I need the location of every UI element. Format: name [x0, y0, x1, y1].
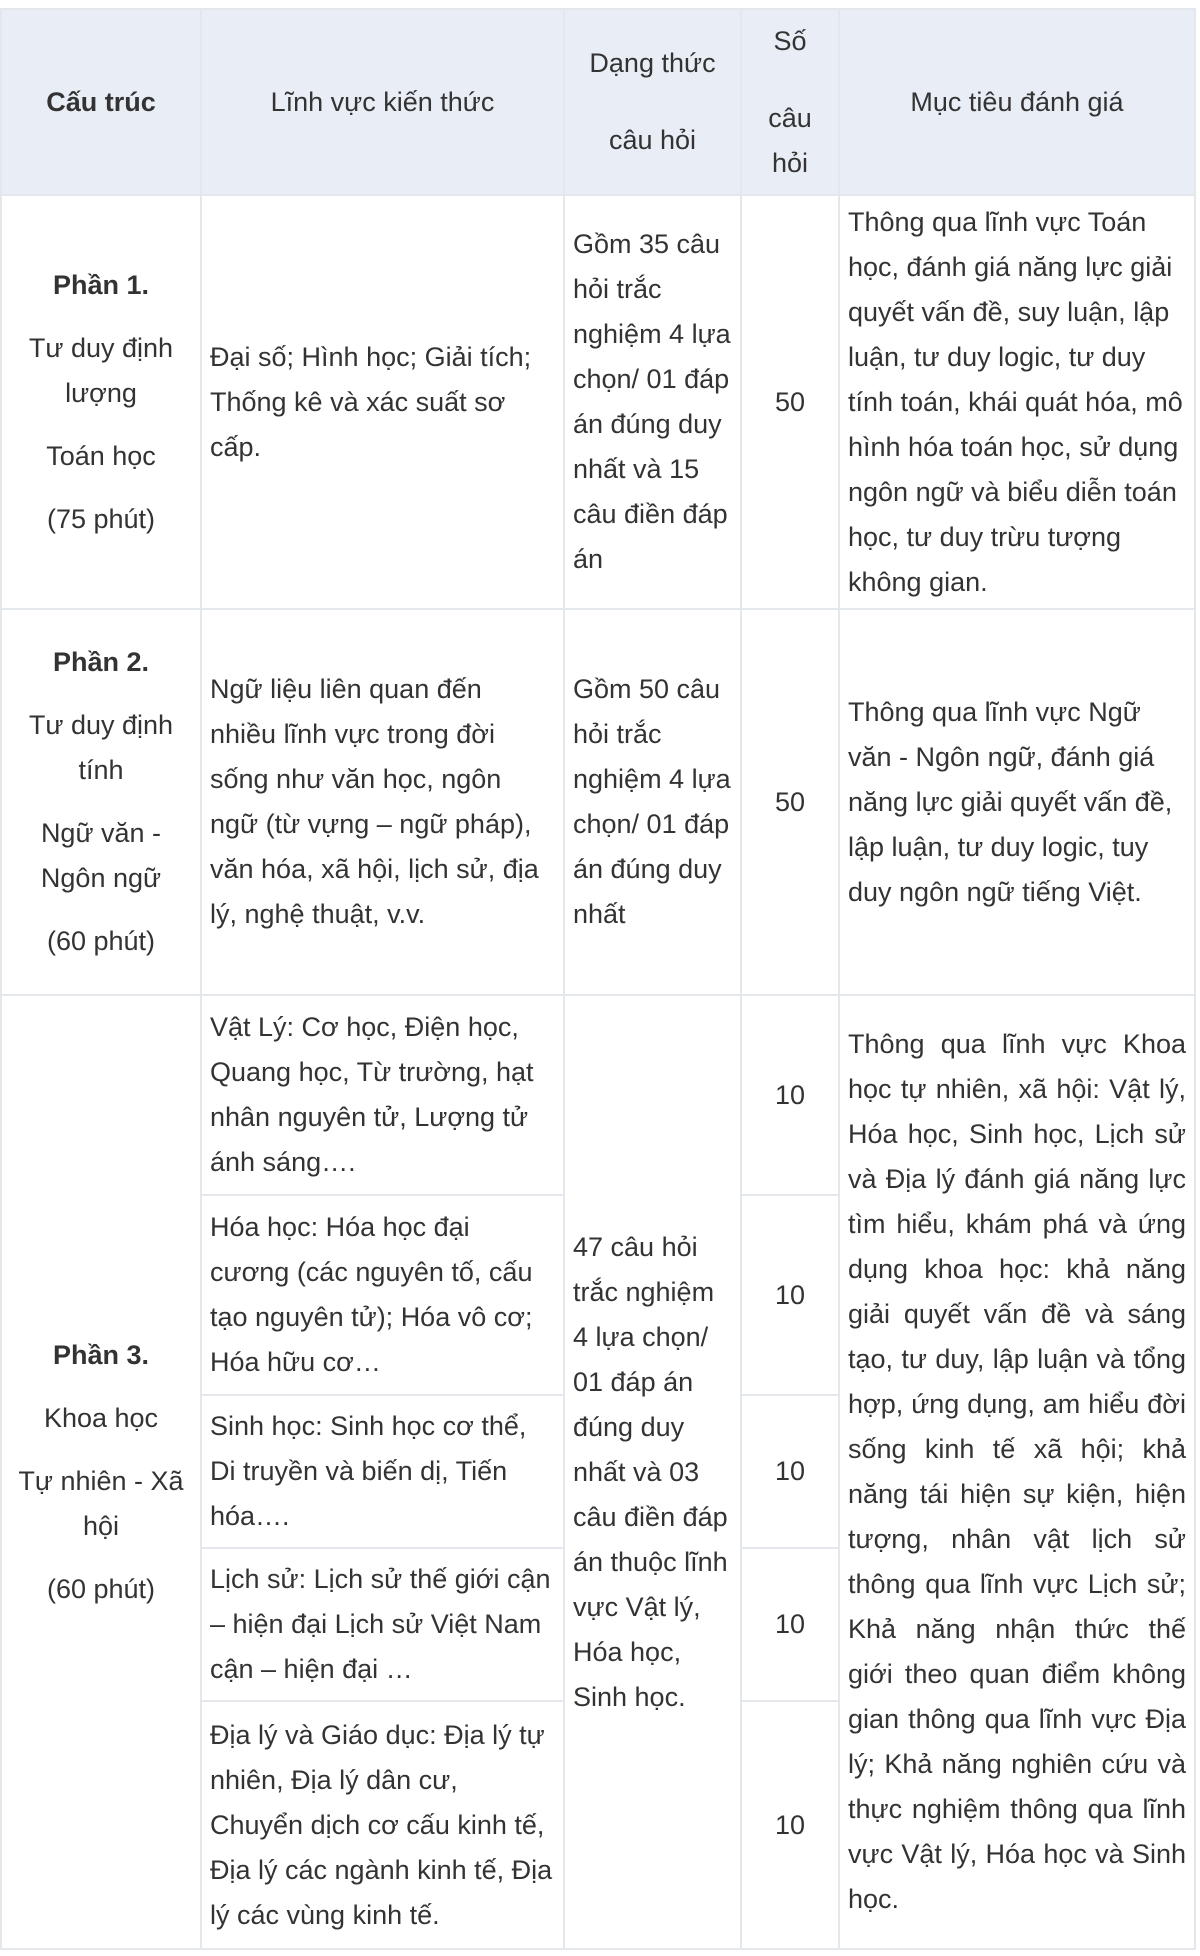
part2-line2: tính — [78, 755, 124, 785]
part2-structure-cell — [1, 609, 201, 995]
part1-field-cell: Đại số; Hình học; Giải tích; Thống kê và xác suất sơ cấp. — [201, 195, 564, 609]
part2-line1: Tư duy định — [28, 710, 174, 740]
part2-line4: Ngôn ngữ — [40, 863, 162, 893]
part3-title: Phần 3. — [52, 1339, 150, 1370]
table-row-part3-physics — [1, 995, 1195, 1195]
part2-title: Phần 2. — [52, 647, 150, 677]
header-format-line2: câu hỏi — [608, 125, 697, 155]
header-field: Lĩnh vực kiến thức — [201, 9, 564, 195]
part3-format-cell: 47 câu hỏi trắc nghiệm 4 lựa chọn/ 01 đáp án đúng duy nhất và 03 câu điền đáp án thuộc lĩnh vực Vật lý, Hóa học, Sinh học. — [564, 995, 741, 1949]
part3-physics-count-cell: 10 — [741, 995, 839, 1195]
part3-history-count-cell: 10 — [741, 1548, 839, 1701]
part1-count-cell: 50 — [741, 195, 839, 609]
part1-goal-cell: Thông qua lĩnh vực Toán học, đánh giá năng lực giải quyết vấn đề, suy luận, lập luận, tư duy logic, tư duy tính toán, khái quát hóa, mô hình hóa toán học, sử dụng ngôn ngữ và biểu diễn toán học, tư duy trừu tượng không gian. — [839, 195, 1195, 609]
part3-line1: Khoa học — [43, 1402, 159, 1433]
table-row-part1 — [1, 195, 1195, 609]
part3-biology-count-cell: 10 — [741, 1395, 839, 1548]
part3-chemistry-count-cell: 10 — [741, 1195, 839, 1395]
part2-field-cell: Ngữ liệu liên quan đến nhiều lĩnh vực trong đời sống như văn học, ngôn ngữ (từ vựng – ngữ pháp), văn hóa, xã hội, lịch sử, địa lý, nghệ thuật, v.v. — [201, 609, 564, 995]
part1-line2: lượng — [65, 377, 137, 408]
part2-line5: (60 phút) — [46, 926, 156, 956]
exam-structure-table-wrapper — [0, 8, 1194, 1948]
part3-history-field-cell: Lịch sử: Lịch sử thế giới cận – hiện đại Lịch sử Việt Nam cận – hiện đại … — [201, 1548, 564, 1701]
part1-title: Phần 1. — [52, 269, 150, 300]
part1-format-cell: Gồm 35 câu hỏi trắc nghiệm 4 lựa chọn/ 01 đáp án đúng duy nhất và 15 câu điền đáp án — [564, 195, 741, 609]
part2-count-cell: 50 — [741, 609, 839, 995]
part3-line2: Tự nhiên - Xã — [18, 1465, 184, 1496]
part3-physics-field-cell: Vật Lý: Cơ học, Điện học, Quang học, Từ trường, hạt nhân nguyên tử, Lượng tử ánh sáng…. — [201, 995, 564, 1195]
part1-line3: Toán học — [46, 440, 156, 471]
part1-line4: (75 phút) — [46, 503, 156, 534]
header-count-line2: câu — [768, 102, 812, 133]
part3-geography-count-cell: 10 — [741, 1701, 839, 1949]
header-structure: Cấu trúc — [1, 9, 201, 195]
exam-structure-table — [0, 8, 1196, 1950]
header-count-line1: Số — [773, 25, 807, 56]
part3-structure-cell — [1, 995, 201, 1949]
part2-line3: Ngữ văn - — [40, 818, 162, 848]
header-goal: Mục tiêu đánh giá — [839, 9, 1195, 195]
header-format — [564, 9, 741, 195]
part3-line3: hội — [82, 1510, 120, 1541]
part3-line4: (60 phút) — [46, 1573, 156, 1604]
part2-format-cell: Gồm 50 câu hỏi trắc nghiệm 4 lựa chọn/ 01 đáp án đúng duy nhất — [564, 609, 741, 995]
table-header-row — [1, 9, 1195, 195]
part1-structure-cell — [1, 195, 201, 609]
part3-goal-cell: Thông qua lĩnh vực Khoa học tự nhiên, xã hội: Vật lý, Hóa học, Sinh học, Lịch sử và Địa lý đánh giá năng lực tìm hiểu, khám phá và ứng dụng khoa học: khả năng giải quyết vấn đề và sáng tạo, tư duy, lập luận và tổng hợp, ứng dụng, am hiểu đời sống kinh tế xã hội; khả năng tái hiện sự kiện, hiện tượng, nhân vật lịch sử thông qua lĩnh vực Lịch sử; Khả năng nhận thức thế giới theo quan điểm không gian thông qua lĩnh vực Địa lý; Khả năng nghiên cứu và thực nghiệm thông qua lĩnh vực Vật lý, Hóa học và Sinh học. — [839, 995, 1195, 1949]
header-count-line3: hỏi — [771, 147, 809, 178]
part1-line1: Tư duy định — [28, 332, 174, 363]
part2-goal-cell: Thông qua lĩnh vực Ngữ văn - Ngôn ngữ, đánh giá năng lực giải quyết vấn đề, lập luận, tư duy logic, tuy duy ngôn ngữ tiếng Việt. — [839, 609, 1195, 995]
part3-geography-field-cell: Địa lý và Giáo dục: Địa lý tự nhiên, Địa lý dân cư, Chuyển dịch cơ cấu kinh tế, Địa lý các ngành kinh tế, Địa lý các vùng kinh tế. — [201, 1701, 564, 1949]
table-row-part2 — [1, 609, 1195, 995]
part3-chemistry-field-cell: Hóa học: Hóa học đại cương (các nguyên tố, cấu tạo nguyên tử); Hóa vô cơ; Hóa hữu cơ… — [201, 1195, 564, 1395]
header-count — [741, 9, 839, 195]
part3-biology-field-cell: Sinh học: Sinh học cơ thể, Di truyền và biến dị, Tiến hóa…. — [201, 1395, 564, 1548]
header-format-line1: Dạng thức — [589, 48, 716, 78]
